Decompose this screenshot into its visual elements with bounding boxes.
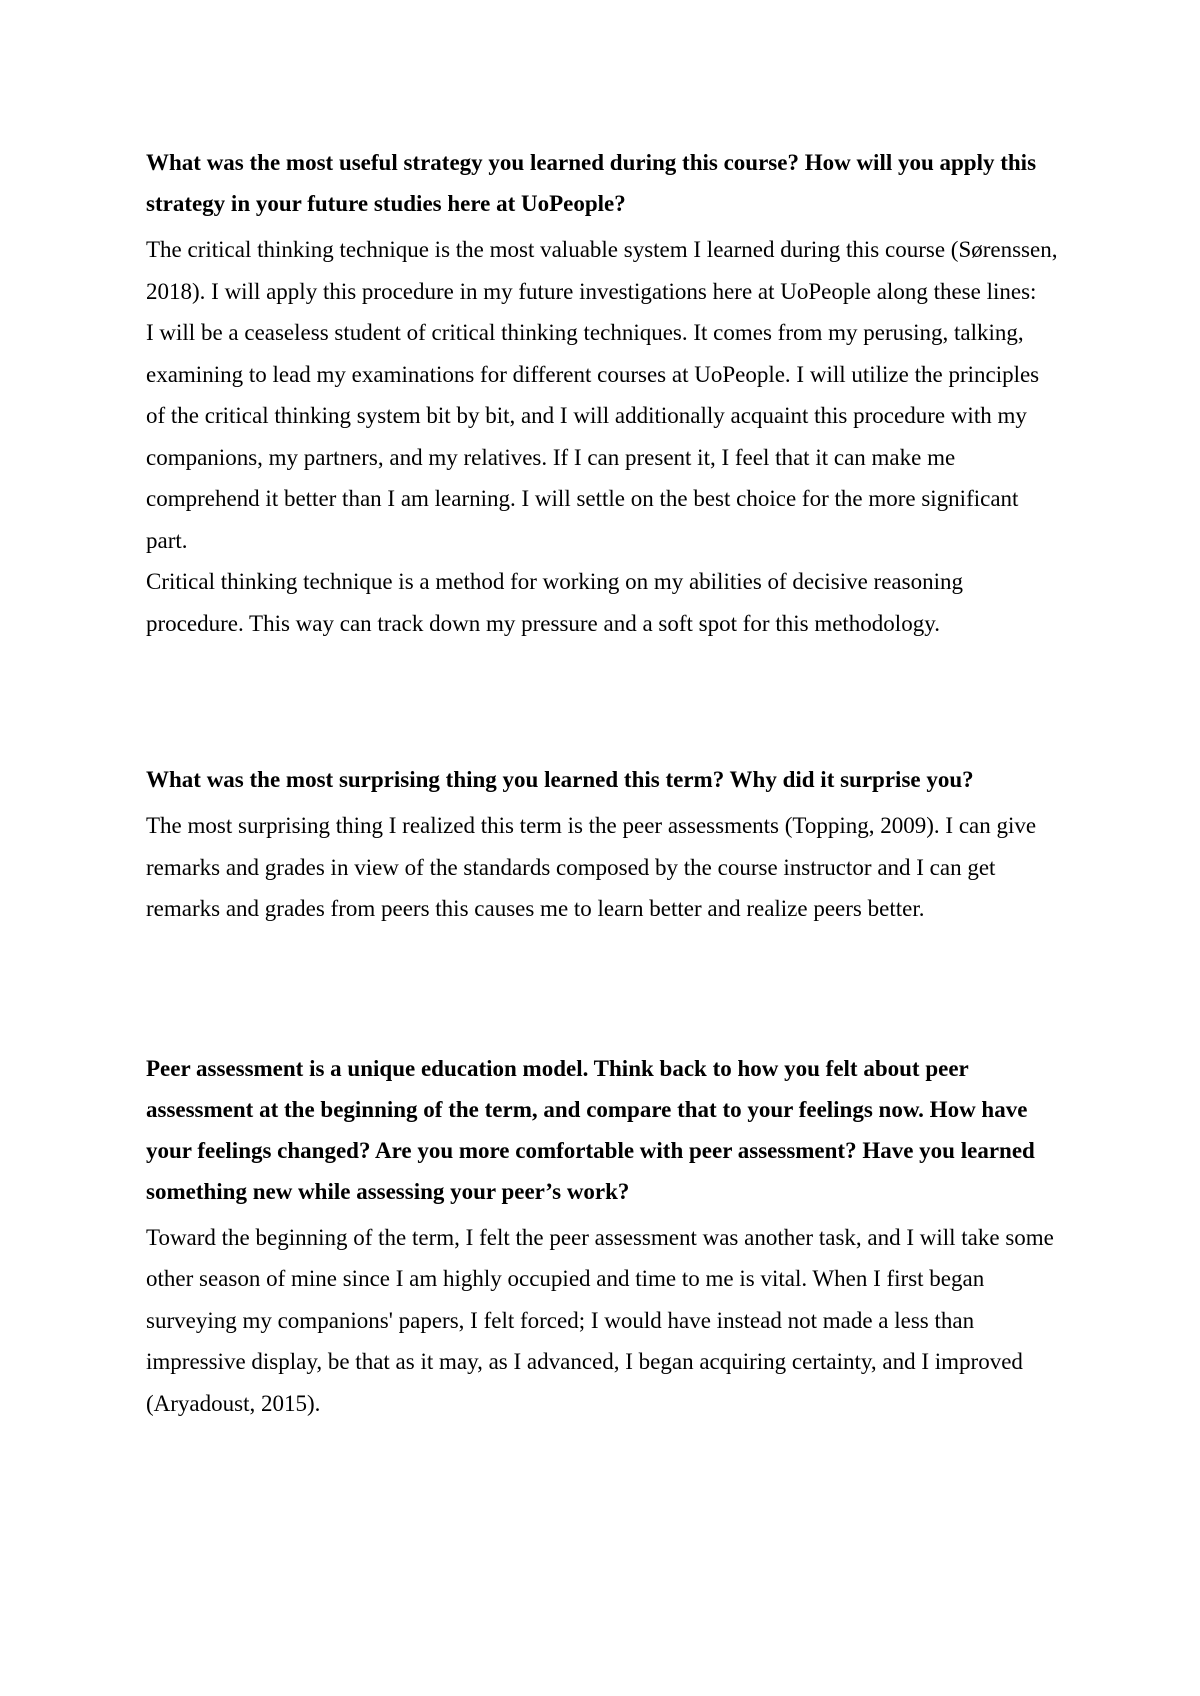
- section-useful-strategy: [146, 142, 1061, 644]
- section-spacer: [146, 644, 1061, 759]
- answer-paragraph: Critical thinking technique is a method for working on my abilities of decisive reasoning procedure. This way can track down my pressure and a soft spot for this methodology.: [146, 569, 963, 636]
- question-heading: What was the most surprising thing you learned this term? Why did it surprise you?: [146, 767, 974, 792]
- section-peer-assessment: [146, 1048, 1061, 1425]
- section-surprising-thing: [146, 759, 1061, 930]
- question-heading: What was the most useful strategy you learned during this course? How will you apply this strategy in your future studies here at UoPeople?: [146, 150, 1037, 216]
- answer-paragraph: The critical thinking technique is the most valuable system I learned during this course (Sørenssen, 2018). I will apply this procedure in my future investigations here at UoPeople along these lines:: [146, 237, 1058, 304]
- document-body: [146, 142, 1061, 1424]
- question-heading: Peer assessment is a unique education model. Think back to how you felt about peer assessment at the beginning of the term, and compare that to your feelings now. How have your feelings changed? Are you more comfortable with peer assessment? Have you learned something new while assessing your peer’s work?: [146, 1055, 1035, 1204]
- section-spacer: [146, 930, 1061, 1048]
- answer-paragraph: The most surprising thing I realized this term is the peer assessments (Topping, 2009). I can give remarks and grades in view of the standards composed by the course instructor and I can get remarks and grades from peers this causes me to learn better and realize peers better.: [146, 813, 1037, 921]
- answer-paragraph: Toward the beginning of the term, I felt the peer assessment was another task, and I will take some other season of mine since I am highly occupied and time to me is vital. When I first began surveying my companions' papers, I felt forced; I would have instead not made a less than impressive display, be that as it may, as I advanced, I began acquiring certainty, and I improved (Aryadoust, 2015).: [146, 1224, 1054, 1416]
- answer-paragraph: I will be a ceaseless student of critical thinking techniques. It comes from my perusing, talking, examining to lead my examinations for different courses at UoPeople. I will utilize the principles of the critical thinking system bit by bit, and I will additionally acquaint this procedure with my companions, my partners, and my relatives. If I can present it, I feel that it can make me comprehend it better than I am learning. I will settle on the best choice for the more significant part.: [146, 320, 1040, 553]
